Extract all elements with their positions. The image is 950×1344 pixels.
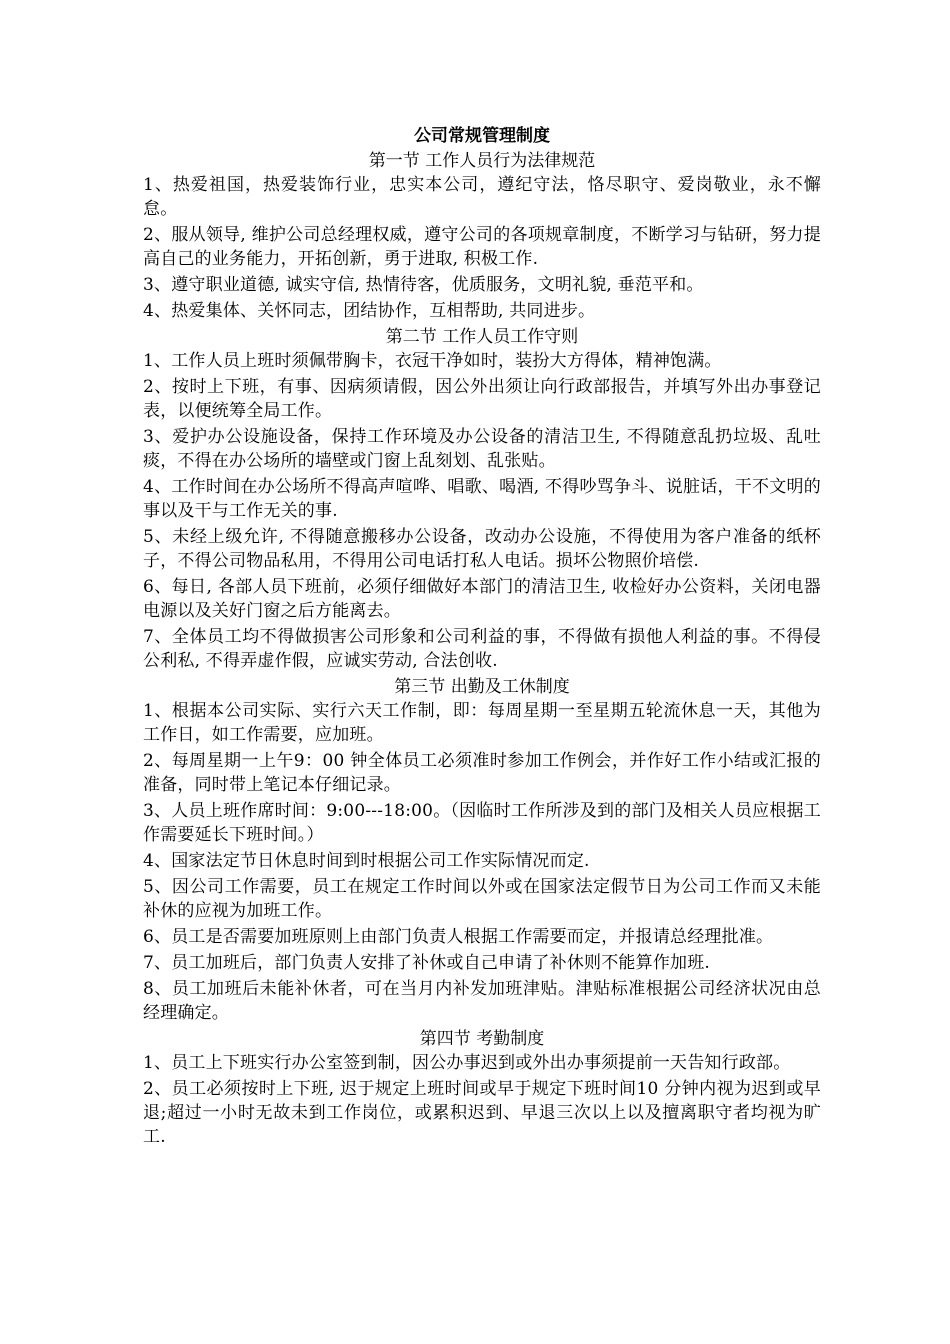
paragraph: 3、遵守职业道德, 诚实守信, 热情待客，优质服务，文明礼貌, 垂范平和。 (143, 275, 704, 295)
section-heading: 第一节 工作人员行为法律规范 (368, 151, 596, 171)
paragraph: 5、未经上级允许, 不得随意搬移办公设备，改动办公设施，不得使用为客户准备的纸杯子，不得公司物品私用，不得用公司电话打私人电话。损坏公物照价培偿. (143, 527, 821, 571)
paragraph: 8、员工加班后未能补休者，可在当月内补发加班津贴。津贴标准根据公司经济状况由总经理确定。 (143, 979, 821, 1023)
section-heading: 第三节 出勤及工休制度 (394, 677, 570, 697)
paragraph: 3、人员上班作席时间：9:00---18:00。（因临时工作所涉及到的部门及相关人员应根据工作需要延长下班时间。） (143, 801, 821, 845)
paragraph: 1、热爱祖国，热爱装饰行业，忠实本公司，遵纪守法，恪尽职守、爱岗敬业，永不懈怠。 (143, 175, 821, 219)
paragraph: 1、员工上下班实行办公室签到制，因公办事迟到或外出办事须提前一天告知行政部。 (143, 1053, 791, 1073)
section-4 (143, 1027, 821, 1149)
document-page (143, 124, 821, 1151)
paragraph: 6、每日, 各部人员下班前，必须仔细做好本部门的清洁卫生, 收检好办公资料，关闭电器电源以及关好门窗之后方能离去。 (143, 577, 821, 621)
paragraph: 6、员工是否需要加班原则上由部门负责人根据工作需要而定，并报请总经理批准。 (143, 927, 774, 947)
section-heading: 第二节 工作人员工作守则 (385, 327, 579, 347)
paragraph: 2、每周星期一上午9：00 钟全体员工必须准时参加工作例会，并作好工作小结或汇报的准备，同时带上笔记本仔细记录。 (143, 751, 821, 795)
paragraph: 1、工作人员上班时须佩带胸卡，衣冠干净如时，装扮大方得体，精神饱满。 (143, 351, 722, 371)
document-title: 公司常规管理制度 (414, 126, 550, 146)
paragraph: 4、热爱集体、关怀同志，团结协作，互相帮助, 共同进步。 (143, 301, 596, 321)
paragraph: 2、按时上下班，有事、因病须请假，因公外出须让向行政部报告，并填写外出办事登记表，以便统筹全局工作。 (143, 377, 821, 421)
paragraph: 2、服从领导, 维护公司总经理权威，遵守公司的各项规章制度，不断学习与钻研，努力提高自己的业务能力，开拓创新，勇于进取, 积极工作. (143, 225, 821, 269)
section-2 (143, 325, 821, 673)
paragraph: 7、员工加班后，部门负责人安排了补休或自己申请了补休则不能算作加班. (143, 953, 711, 973)
paragraph: 4、工作时间在办公场所不得高声喧哗、唱歌、喝酒, 不得吵骂争斗、说脏话，干不文明的事以及干与工作无关的事. (143, 477, 821, 521)
paragraph: 5、因公司工作需要，员工在规定工作时间以外或在国家法定假节日为公司工作而又未能补休的应视为加班工作。 (143, 877, 821, 921)
paragraph: 3、爱护办公设施设备，保持工作环境及办公设备的清洁卫生, 不得随意乱扔垃圾、乱吐痰，不得在办公场所的墙壁或门窗上乱刻划、乱张贴。 (143, 427, 821, 471)
paragraph: 7、全体员工均不得做损害公司形象和公司利益的事，不得做有损他人利益的事。不得侵公利私, 不得弄虚作假，应诚实劳动, 合法创收. (143, 627, 821, 671)
paragraph: 1、根据本公司实际、实行六天工作制，即：每周星期一至星期五轮流休息一天，其他为工作日，如工作需要，应加班。 (143, 701, 821, 745)
paragraph: 4、国家法定节日休息时间到时根据公司工作实际情况而定. (143, 851, 590, 871)
paragraph: 2、员工必须按时上下班, 迟于规定上班时间或早于规定下班时间10 分钟内视为迟到或早退;超过一小时无故未到工作岗位，或累积迟到、早退三次以上以及擅离职守者均视为旷工. (143, 1079, 821, 1147)
section-3 (143, 675, 821, 1025)
section-1 (143, 149, 821, 323)
section-heading: 第四节 考勤制度 (419, 1029, 545, 1049)
